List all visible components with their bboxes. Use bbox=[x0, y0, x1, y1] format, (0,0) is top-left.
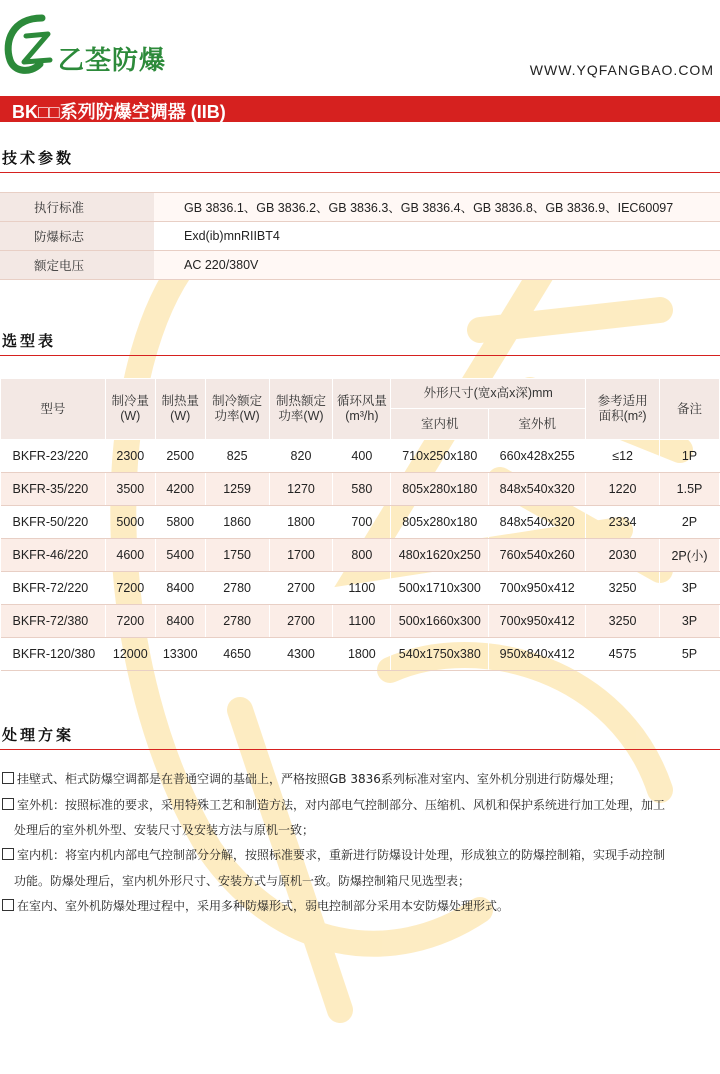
cell-model: BKFR-46/220 bbox=[1, 539, 106, 572]
cell-cooling: 7200 bbox=[105, 605, 155, 638]
plan-item bbox=[2, 792, 720, 818]
cell-indoor: 500x1710x300 bbox=[391, 572, 489, 605]
table-row bbox=[1, 605, 720, 638]
plan-item-continued bbox=[2, 817, 720, 843]
table-row bbox=[1, 638, 720, 671]
cell-heating: 8400 bbox=[155, 605, 205, 638]
plan-item bbox=[2, 766, 720, 792]
cell-model: BKFR-35/220 bbox=[1, 473, 106, 506]
cell-heating: 5400 bbox=[155, 539, 205, 572]
param-value: AC 220/380V bbox=[154, 251, 720, 280]
cell-area: 3250 bbox=[586, 572, 660, 605]
col-header-heat-power: 制热额定 功率(W) bbox=[269, 379, 333, 440]
cell-cool-power: 1860 bbox=[205, 506, 269, 539]
cell-indoor: 710x250x180 bbox=[391, 440, 489, 473]
checkbox-icon bbox=[2, 772, 14, 784]
cell-cooling: 4600 bbox=[105, 539, 155, 572]
cell-heat-power: 2700 bbox=[269, 572, 333, 605]
checkbox-icon bbox=[2, 848, 14, 860]
cell-area: 2030 bbox=[586, 539, 660, 572]
col-header-area: 参考适用 面积(m²) bbox=[586, 379, 660, 440]
cell-model: BKFR-72/220 bbox=[1, 572, 106, 605]
cell-indoor: 805x280x180 bbox=[391, 506, 489, 539]
cell-area: ≤12 bbox=[586, 440, 660, 473]
cell-airflow: 580 bbox=[333, 473, 391, 506]
product-title: BK□□系列防爆空调器 (IIB) bbox=[12, 102, 226, 122]
cell-airflow: 1100 bbox=[333, 605, 391, 638]
cell-cool-power: 825 bbox=[205, 440, 269, 473]
cell-area: 3250 bbox=[586, 605, 660, 638]
col-header-indoor: 室内机 bbox=[391, 409, 489, 440]
cell-note: 2P bbox=[660, 506, 720, 539]
cell-indoor: 500x1660x300 bbox=[391, 605, 489, 638]
selection-table bbox=[0, 378, 720, 671]
plan-text: 室外机：按照标准的要求，采用特殊工艺和制造方法，对内部电气控制部分、压缩机、风机和保护系统进行加工处理，加工 bbox=[17, 798, 666, 812]
cell-note: 2P(小) bbox=[660, 539, 720, 572]
cell-heat-power: 1800 bbox=[269, 506, 333, 539]
cell-note: 1.5P bbox=[660, 473, 720, 506]
cell-cooling: 3500 bbox=[105, 473, 155, 506]
table-row bbox=[0, 222, 720, 251]
cell-area: 4575 bbox=[586, 638, 660, 671]
table-row bbox=[1, 506, 720, 539]
cell-model: BKFR-72/380 bbox=[1, 605, 106, 638]
plan-text: 挂壁式、柜式防爆空调都是在普通空调的基础上，严格按照GB 3836系列标准对室内、室外机分别进行防爆处理； bbox=[17, 772, 621, 786]
cell-indoor: 805x280x180 bbox=[391, 473, 489, 506]
cell-model: BKFR-50/220 bbox=[1, 506, 106, 539]
cell-indoor: 480x1620x250 bbox=[391, 539, 489, 572]
cell-cooling: 2300 bbox=[105, 440, 155, 473]
checkbox-icon bbox=[2, 899, 14, 911]
cell-airflow: 1100 bbox=[333, 572, 391, 605]
col-header-dims: 外形尺寸(宽x高x深)mm bbox=[391, 379, 586, 409]
page-header bbox=[0, 0, 720, 96]
table-row bbox=[1, 473, 720, 506]
col-header-outdoor: 室外机 bbox=[489, 409, 586, 440]
table-row bbox=[1, 539, 720, 572]
cell-cooling: 12000 bbox=[105, 638, 155, 671]
cell-area: 1220 bbox=[586, 473, 660, 506]
section-divider bbox=[0, 355, 720, 356]
cell-outdoor: 848x540x320 bbox=[489, 473, 586, 506]
cell-note: 3P bbox=[660, 572, 720, 605]
cell-note: 5P bbox=[660, 638, 720, 671]
brand-name: 乙荃防爆 bbox=[58, 46, 167, 76]
cell-heat-power: 4300 bbox=[269, 638, 333, 671]
plan-section-title: 处理方案 bbox=[2, 726, 75, 744]
col-header-cooling: 制冷量 (W) bbox=[105, 379, 155, 440]
cell-outdoor: 950x840x412 bbox=[489, 638, 586, 671]
cell-heating: 5800 bbox=[155, 506, 205, 539]
cell-heat-power: 2700 bbox=[269, 605, 333, 638]
cell-heat-power: 1700 bbox=[269, 539, 333, 572]
section-divider bbox=[0, 749, 720, 750]
cell-cool-power: 4650 bbox=[205, 638, 269, 671]
cell-outdoor: 660x428x255 bbox=[489, 440, 586, 473]
cell-heating: 4200 bbox=[155, 473, 205, 506]
cell-cool-power: 1259 bbox=[205, 473, 269, 506]
cell-airflow: 1800 bbox=[333, 638, 391, 671]
cell-note: 1P bbox=[660, 440, 720, 473]
col-header-model: 型号 bbox=[1, 379, 106, 440]
cell-heating: 2500 bbox=[155, 440, 205, 473]
table-row bbox=[1, 440, 720, 473]
cell-note: 3P bbox=[660, 605, 720, 638]
product-title-bar bbox=[0, 96, 720, 122]
cell-cool-power: 1750 bbox=[205, 539, 269, 572]
cell-cool-power: 2780 bbox=[205, 572, 269, 605]
cell-model: BKFR-23/220 bbox=[1, 440, 106, 473]
col-header-airflow: 循环风量 (m³/h) bbox=[333, 379, 391, 440]
cell-outdoor: 760x540x260 bbox=[489, 539, 586, 572]
yq-logo-icon bbox=[2, 12, 54, 78]
plan-text: 在室内、室外机防爆处理过程中，采用多种防爆形式，弱电控制部分采用本安防爆处理形式。 bbox=[17, 899, 510, 913]
cell-heating: 13300 bbox=[155, 638, 205, 671]
tech-params-table bbox=[0, 192, 720, 280]
cell-cooling: 5000 bbox=[105, 506, 155, 539]
table-row bbox=[1, 572, 720, 605]
plan-item bbox=[2, 842, 720, 868]
param-key: 执行标准 bbox=[0, 193, 154, 222]
cell-cooling: 7200 bbox=[105, 572, 155, 605]
cell-airflow: 800 bbox=[333, 539, 391, 572]
table-header-row bbox=[1, 379, 720, 409]
plan-text: 功能。防爆处理后，室内机外形尺寸、安装方式与原机一致。防爆控制箱尺见选型表； bbox=[14, 874, 471, 888]
table-row bbox=[0, 193, 720, 222]
cell-model: BKFR-120/380 bbox=[1, 638, 106, 671]
section-divider bbox=[0, 172, 720, 173]
table-row bbox=[0, 251, 720, 280]
cell-heating: 8400 bbox=[155, 572, 205, 605]
cell-indoor: 540x1750x380 bbox=[391, 638, 489, 671]
col-header-note: 备注 bbox=[660, 379, 720, 440]
cell-heat-power: 820 bbox=[269, 440, 333, 473]
param-value: GB 3836.1、GB 3836.2、GB 3836.3、GB 3836.4、GB 3836.8、GB 3836.9、IEC60097 bbox=[154, 193, 720, 222]
checkbox-icon bbox=[2, 798, 14, 810]
cell-outdoor: 848x540x320 bbox=[489, 506, 586, 539]
cell-cool-power: 2780 bbox=[205, 605, 269, 638]
cell-area: 2334 bbox=[586, 506, 660, 539]
selection-section-title: 选型表 bbox=[2, 332, 57, 350]
param-key: 防爆标志 bbox=[0, 222, 154, 251]
col-header-heating: 制热量 (W) bbox=[155, 379, 205, 440]
website-url[interactable]: WWW.YQFANGBAO.COM bbox=[529, 62, 714, 78]
param-key: 额定电压 bbox=[0, 251, 154, 280]
cell-outdoor: 700x950x412 bbox=[489, 605, 586, 638]
col-header-cool-power: 制冷额定 功率(W) bbox=[205, 379, 269, 440]
param-value: Exd(ib)mnRIIBT4 bbox=[154, 222, 720, 251]
plan-text: 处理后的室外机外型、安装尺寸及安装方法与原机一致； bbox=[14, 823, 315, 837]
plan-item bbox=[2, 893, 720, 919]
tech-section-title: 技术参数 bbox=[2, 149, 75, 167]
cell-airflow: 400 bbox=[333, 440, 391, 473]
cell-outdoor: 700x950x412 bbox=[489, 572, 586, 605]
cell-heat-power: 1270 bbox=[269, 473, 333, 506]
cell-airflow: 700 bbox=[333, 506, 391, 539]
plan-text: 室内机：将室内机内部电气控制部分分解，按照标准要求，重新进行防爆设计处理，形成独立的防爆控制箱，实现手动控制 bbox=[17, 848, 666, 862]
plan-item-continued bbox=[2, 868, 720, 894]
